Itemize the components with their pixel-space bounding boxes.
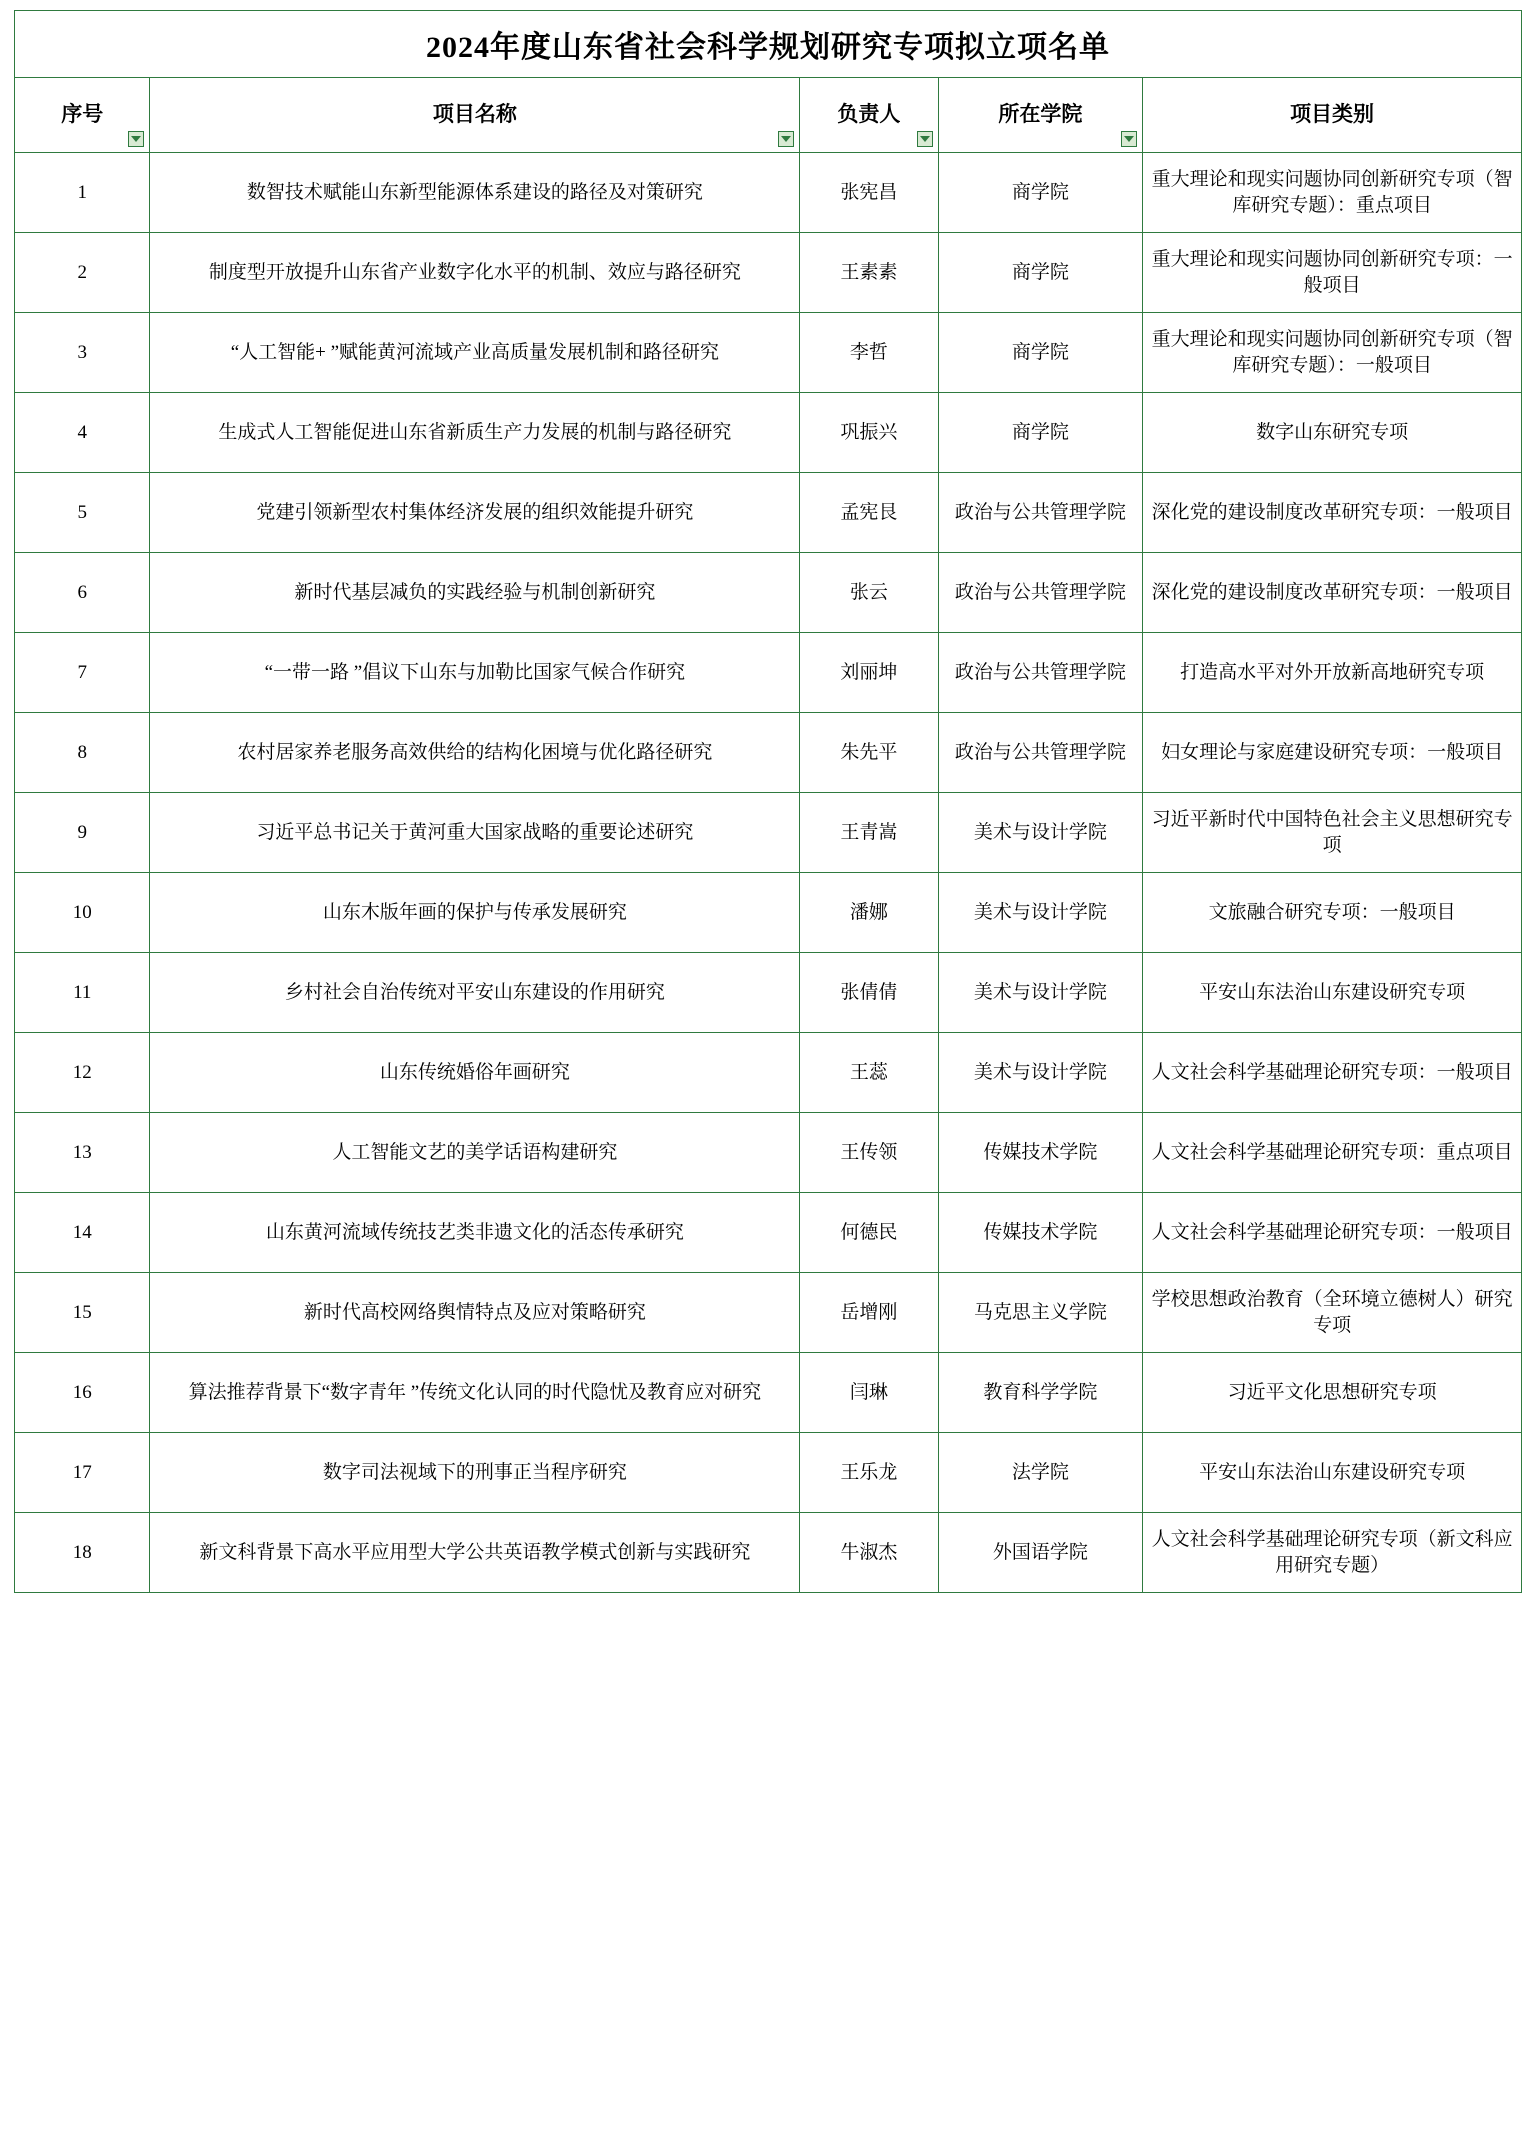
- column-header-project-name: [150, 78, 800, 153]
- cell-category: 平安山东法治山东建设研究专项: [1143, 1433, 1522, 1513]
- cell-project-name: 新时代基层减负的实践经验与机制创新研究: [150, 553, 800, 633]
- cell-leader: 张云: [800, 553, 938, 633]
- table-row: [15, 1353, 1522, 1433]
- filter-dropdown-icon[interactable]: [1121, 131, 1137, 147]
- cell-index: 12: [15, 1033, 150, 1113]
- column-header-index: [15, 78, 150, 153]
- cell-project-name: 数字司法视域下的刑事正当程序研究: [150, 1433, 800, 1513]
- cell-leader: 王传领: [800, 1113, 938, 1193]
- cell-leader: 王蕊: [800, 1033, 938, 1113]
- cell-category: 妇女理论与家庭建设研究专项：一般项目: [1143, 713, 1522, 793]
- table-row: [15, 953, 1522, 1033]
- cell-college: 外国语学院: [938, 1513, 1143, 1593]
- cell-leader: 李哲: [800, 313, 938, 393]
- cell-project-name: 党建引领新型农村集体经济发展的组织效能提升研究: [150, 473, 800, 553]
- cell-project-name: 农村居家养老服务高效供给的结构化困境与优化路径研究: [150, 713, 800, 793]
- cell-college: 传媒技术学院: [938, 1113, 1143, 1193]
- cell-college: 政治与公共管理学院: [938, 713, 1143, 793]
- cell-leader: 闫琳: [800, 1353, 938, 1433]
- cell-index: 5: [15, 473, 150, 553]
- cell-college: 美术与设计学院: [938, 1033, 1143, 1113]
- cell-college: 政治与公共管理学院: [938, 473, 1143, 553]
- cell-index: 8: [15, 713, 150, 793]
- cell-project-name: 习近平总书记关于黄河重大国家战略的重要论述研究: [150, 793, 800, 873]
- cell-category: 平安山东法治山东建设研究专项: [1143, 953, 1522, 1033]
- cell-college: 美术与设计学院: [938, 873, 1143, 953]
- table-row: [15, 793, 1522, 873]
- table-row: [15, 1113, 1522, 1193]
- cell-category: 习近平文化思想研究专项: [1143, 1353, 1522, 1433]
- cell-leader: 孟宪艮: [800, 473, 938, 553]
- column-header-category: [1143, 78, 1522, 153]
- cell-project-name: 山东传统婚俗年画研究: [150, 1033, 800, 1113]
- cell-category: 深化党的建设制度改革研究专项：一般项目: [1143, 553, 1522, 633]
- table-row: [15, 873, 1522, 953]
- column-header-leader-label: 负责人: [837, 102, 901, 127]
- table-row: [15, 713, 1522, 793]
- cell-college: 商学院: [938, 313, 1143, 393]
- filter-dropdown-icon[interactable]: [128, 131, 144, 147]
- cell-college: 商学院: [938, 153, 1143, 233]
- cell-category: 重大理论和现实问题协同创新研究专项（智库研究专题）：重点项目: [1143, 153, 1522, 233]
- table-row: [15, 233, 1522, 313]
- cell-category: 习近平新时代中国特色社会主义思想研究专项: [1143, 793, 1522, 873]
- table-row: [15, 473, 1522, 553]
- cell-category: 重大理论和现实问题协同创新研究专项：一般项目: [1143, 233, 1522, 313]
- cell-category: 人文社会科学基础理论研究专项（新文科应用研究专题）: [1143, 1513, 1522, 1593]
- filter-dropdown-icon[interactable]: [917, 131, 933, 147]
- column-header-project-name-label: 项目名称: [432, 102, 517, 127]
- cell-leader: 朱先平: [800, 713, 938, 793]
- cell-college: 法学院: [938, 1433, 1143, 1513]
- project-list-table: [14, 77, 1522, 1593]
- cell-category: 深化党的建设制度改革研究专项：一般项目: [1143, 473, 1522, 553]
- table-row: [15, 1193, 1522, 1273]
- cell-college: 商学院: [938, 393, 1143, 473]
- cell-leader: 张倩倩: [800, 953, 938, 1033]
- cell-index: 4: [15, 393, 150, 473]
- cell-leader: 王青嵩: [800, 793, 938, 873]
- cell-index: 14: [15, 1193, 150, 1273]
- cell-index: 9: [15, 793, 150, 873]
- table-row: [15, 153, 1522, 233]
- cell-college: 教育科学学院: [938, 1353, 1143, 1433]
- cell-category: 打造高水平对外开放新高地研究专项: [1143, 633, 1522, 713]
- cell-category: 文旅融合研究专项：一般项目: [1143, 873, 1522, 953]
- document-title-row: [14, 10, 1522, 77]
- column-header-college-label: 所在学院: [998, 102, 1083, 127]
- cell-category: 重大理论和现实问题协同创新研究专项（智库研究专题）：一般项目: [1143, 313, 1522, 393]
- table-row: [15, 553, 1522, 633]
- cell-project-name: 数智技术赋能山东新型能源体系建设的路径及对策研究: [150, 153, 800, 233]
- table-row: [15, 1513, 1522, 1593]
- cell-leader: 何德民: [800, 1193, 938, 1273]
- cell-project-name: 新文科背景下高水平应用型大学公共英语教学模式创新与实践研究: [150, 1513, 800, 1593]
- cell-index: 16: [15, 1353, 150, 1433]
- cell-college: 美术与设计学院: [938, 793, 1143, 873]
- cell-category: 数字山东研究专项: [1143, 393, 1522, 473]
- filter-dropdown-icon[interactable]: [778, 131, 794, 147]
- cell-leader: 王乐龙: [800, 1433, 938, 1513]
- cell-project-name: 生成式人工智能促进山东省新质生产力发展的机制与路径研究: [150, 393, 800, 473]
- cell-category: 学校思想政治教育（全环境立德树人）研究专项: [1143, 1273, 1522, 1353]
- cell-index: 11: [15, 953, 150, 1033]
- cell-college: 政治与公共管理学院: [938, 553, 1143, 633]
- cell-project-name: “人工智能+ ”赋能黄河流域产业高质量发展机制和路径研究: [150, 313, 800, 393]
- table-body: [15, 153, 1522, 1593]
- column-header-college: [938, 78, 1143, 153]
- table-row: [15, 1433, 1522, 1513]
- cell-index: 17: [15, 1433, 150, 1513]
- table-row: [15, 1273, 1522, 1353]
- cell-project-name: 乡村社会自治传统对平安山东建设的作用研究: [150, 953, 800, 1033]
- table-row: [15, 633, 1522, 713]
- cell-leader: 张宪昌: [800, 153, 938, 233]
- cell-index: 18: [15, 1513, 150, 1593]
- cell-index: 6: [15, 553, 150, 633]
- table-header-row: [15, 78, 1522, 153]
- cell-project-name: 制度型开放提升山东省产业数字化水平的机制、效应与路径研究: [150, 233, 800, 313]
- cell-index: 13: [15, 1113, 150, 1193]
- cell-index: 3: [15, 313, 150, 393]
- column-header-category-label: 项目类别: [1290, 102, 1375, 127]
- cell-leader: 岳增刚: [800, 1273, 938, 1353]
- cell-category: 人文社会科学基础理论研究专项：一般项目: [1143, 1193, 1522, 1273]
- cell-college: 美术与设计学院: [938, 953, 1143, 1033]
- page-title: 2024年度山东省社会科学规划研究专项拟立项名单: [426, 31, 1110, 64]
- cell-index: 7: [15, 633, 150, 713]
- cell-leader: 潘娜: [800, 873, 938, 953]
- table-row: [15, 1033, 1522, 1113]
- cell-index: 1: [15, 153, 150, 233]
- cell-project-name: 新时代高校网络舆情特点及应对策略研究: [150, 1273, 800, 1353]
- cell-index: 2: [15, 233, 150, 313]
- cell-college: 政治与公共管理学院: [938, 633, 1143, 713]
- cell-index: 10: [15, 873, 150, 953]
- cell-leader: 刘丽坤: [800, 633, 938, 713]
- cell-project-name: 山东木版年画的保护与传承发展研究: [150, 873, 800, 953]
- cell-project-name: 算法推荐背景下“数字青年 ”传统文化认同的时代隐忧及教育应对研究: [150, 1353, 800, 1433]
- cell-leader: 牛淑杰: [800, 1513, 938, 1593]
- cell-leader: 王素素: [800, 233, 938, 313]
- cell-leader: 巩振兴: [800, 393, 938, 473]
- table-row: [15, 313, 1522, 393]
- cell-college: 传媒技术学院: [938, 1193, 1143, 1273]
- column-header-leader: [800, 78, 938, 153]
- cell-college: 马克思主义学院: [938, 1273, 1143, 1353]
- cell-category: 人文社会科学基础理论研究专项：一般项目: [1143, 1033, 1522, 1113]
- table-row: [15, 393, 1522, 473]
- cell-category: 人文社会科学基础理论研究专项：重点项目: [1143, 1113, 1522, 1193]
- cell-project-name: “一带一路 ”倡议下山东与加勒比国家气候合作研究: [150, 633, 800, 713]
- cell-project-name: 山东黄河流域传统技艺类非遗文化的活态传承研究: [150, 1193, 800, 1273]
- cell-index: 15: [15, 1273, 150, 1353]
- cell-college: 商学院: [938, 233, 1143, 313]
- column-header-index-label: 序号: [61, 102, 104, 127]
- cell-project-name: 人工智能文艺的美学话语构建研究: [150, 1113, 800, 1193]
